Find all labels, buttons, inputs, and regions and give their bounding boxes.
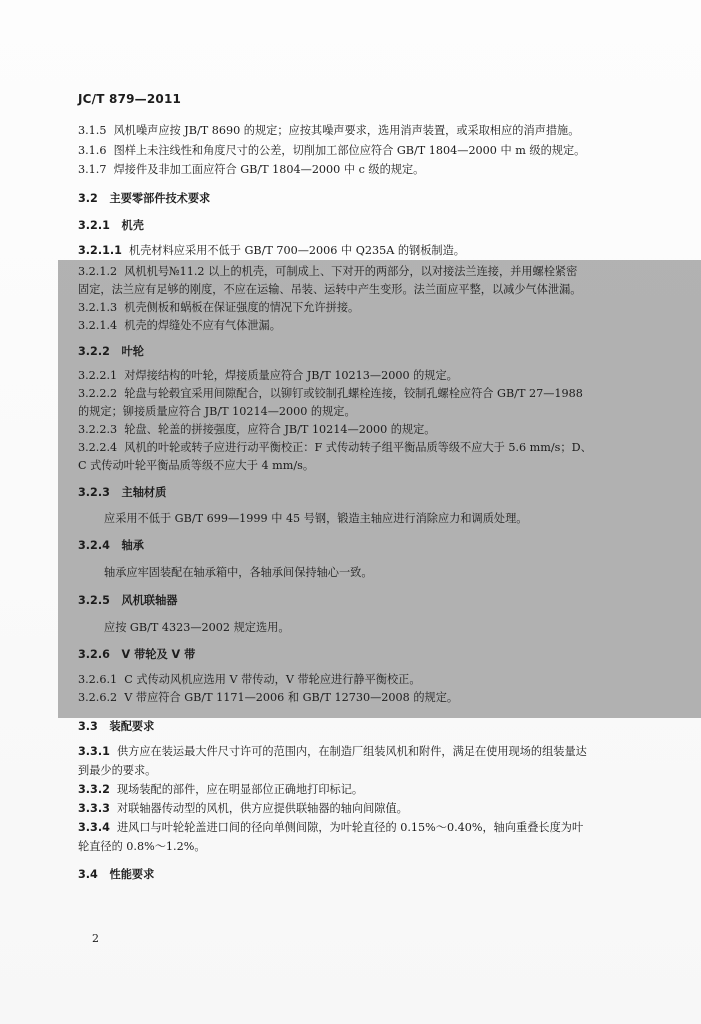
standard-header: JC/T 879—2011: [78, 92, 182, 106]
clause-text: 焊接件及非加工面应符合 GB/T 1804—2000 中 c 级的规定。: [113, 163, 425, 176]
heading-text: 主轴材质: [121, 486, 167, 499]
clause-text: 轮盘、轮盖的拼接强度，应符合 JB/T 10214—2000 的规定。: [124, 423, 436, 436]
heading-text: 性能要求: [109, 868, 155, 881]
clause-3-2-2-4: [78, 441, 592, 455]
clause-text: 轴承应牢固装配在轴承箱中，各轴承间保持轴心一致。: [104, 566, 373, 579]
clause-text: 风机的叶轮或转子应进行动平衡校正：F 式传动转子组平衡品质等级不应大于 5.6 mm/s；D、: [124, 441, 592, 454]
clause-3-3-3: [78, 802, 408, 816]
clause-number: 3.2.1.3: [78, 301, 118, 314]
clause-3-1-5: [78, 124, 579, 138]
heading-text: 轴承: [121, 539, 144, 552]
clause-3-2-2-3: [78, 423, 436, 437]
clause-text: 对联轴器传动型的风机，供方应提供联轴器的轴向间隙值。: [116, 802, 408, 815]
clause-3-2-4-body: [104, 566, 373, 580]
clause-number: 3.2.2.4: [78, 441, 118, 454]
clause-3-1-7: [78, 163, 424, 177]
clause-text: 轮盘与轮毂宜采用间隙配合，以铆钉或铰制孔螺栓连接，铰制孔螺栓应符合 GB/T 27—1988: [124, 387, 583, 400]
clause-text: 应采用不低于 GB/T 699—1999 中 45 号钢，锻造主轴应进行消除应力和调质处理。: [104, 512, 528, 525]
clause-3-3-4: [78, 821, 583, 835]
clause-3-2-6-1: [78, 673, 421, 687]
clause-3-1-6: [78, 144, 585, 158]
clause-3-3-1-cont: [78, 764, 156, 778]
clause-text: 机壳的焊缝处不应有气体泄漏。: [124, 319, 281, 332]
clause-number: 3.3.1: [78, 745, 110, 758]
clause-text: 供方应在装运最大件尺寸许可的范围内，在制造厂组装风机和附件，满足在使用现场的组装量达: [116, 745, 587, 758]
clause-3-2-2-1: [78, 369, 458, 383]
heading-text: 机壳: [121, 219, 144, 232]
clause-text: 机壳材料应采用不低于 GB/T 700—2006 中 Q235A 的钢板制造。: [129, 244, 465, 257]
clause-3-2-5-body: [104, 621, 290, 635]
section-3-2-6-heading: [78, 648, 195, 662]
clause-text: 进风口与叶轮轮盖进口间的径向单侧间隙，为叶轮直径的 0.15%～0.40%，轴向重叠长度为叶: [116, 821, 584, 834]
clause-number: 3.2.2: [78, 345, 110, 358]
clause-number: 3.2.2.3: [78, 423, 118, 436]
clause-number: 3.3: [78, 720, 98, 733]
heading-text: 叶轮: [121, 345, 144, 358]
clause-3-2-3-body: [104, 512, 527, 526]
clause-3-3-1: [78, 745, 587, 759]
section-3-3-heading: [78, 720, 154, 734]
clause-text: 轮直径的 0.8%～1.2%。: [78, 840, 206, 853]
clause-text: 风机噪声应按 JB/T 8690 的规定；应按其噪声要求，选用消声装置，或采取相应的消声措施。: [113, 124, 580, 137]
clause-3-2-6-2: [78, 691, 458, 705]
clause-3-2-2-2-cont: [78, 405, 356, 419]
clause-number: 3.2.6.1: [78, 673, 118, 686]
clause-3-2-1-2: [78, 265, 577, 279]
clause-3-3-4-cont: [78, 840, 206, 854]
clause-number: 3.1.7: [78, 163, 107, 176]
clause-3-2-2-4-cont: [78, 459, 314, 473]
clause-number: 3.2.3: [78, 486, 110, 499]
clause-number: 3.2.5: [78, 594, 110, 607]
clause-number: 3.3.3: [78, 802, 110, 815]
clause-3-2-1-3: [78, 301, 359, 315]
clause-3-3-2: [78, 783, 363, 797]
clause-text: 应按 GB/T 4323—2002 规定选用。: [104, 621, 290, 634]
clause-number: 3.2.1.2: [78, 265, 118, 278]
clause-text: 现场装配的部件，应在明显部位正确地打印标记。: [116, 783, 364, 796]
clause-3-2-1-2-cont: [78, 283, 581, 297]
clause-number: 3.2.6: [78, 648, 110, 661]
clause-text: V 带应符合 GB/T 1171—2006 和 GB/T 12730—2008 的规定。: [124, 691, 459, 704]
clause-number: 3.2.1: [78, 219, 110, 232]
clause-number: 3.4: [78, 868, 98, 881]
section-3-2-4-heading: [78, 539, 144, 553]
clause-text: C 式传动叶轮平衡品质等级不应大于 4 mm/s。: [78, 459, 315, 472]
clause-number: 3.2.4: [78, 539, 110, 552]
clause-3-2-1-4: [78, 319, 281, 333]
clause-text: 的规定；铆接质量应符合 JB/T 10214—2000 的规定。: [78, 405, 356, 418]
section-3-2-5-heading: [78, 594, 178, 608]
clause-text: 到最少的要求。: [78, 764, 157, 777]
clause-text: 风机机号№11.2 以上的机壳，可制成上、下对开的两部分，以对接法兰连接，并用螺栓紧密: [124, 265, 578, 278]
clause-number: 3.3.4: [78, 821, 110, 834]
clause-number: 3.2.2.2: [78, 387, 118, 400]
clause-text: C 式传动风机应选用 V 带传动，V 带轮应进行静平衡校正。: [124, 673, 421, 686]
heading-text: 主要零部件技术要求: [109, 192, 211, 205]
clause-text: 固定，法兰应有足够的刚度，不应在运输、吊装、运转中产生变形。法兰面应平整，以减少气体泄漏。: [78, 283, 582, 296]
clause-number: 3.2.6.2: [78, 691, 118, 704]
section-3-2-heading: [78, 192, 210, 206]
clause-3-2-2-2: [78, 387, 583, 401]
clause-number: 3.3.2: [78, 783, 110, 796]
section-3-2-1-heading: [78, 219, 144, 233]
section-3-2-3-heading: [78, 486, 166, 500]
clause-number: 3.2.2.1: [78, 369, 118, 382]
clause-text: 机壳侧板和蜗板在保证强度的情况下允许拼接。: [124, 301, 360, 314]
section-3-4-heading: [78, 868, 154, 882]
clause-number: 3.2: [78, 192, 98, 205]
section-3-2-2-heading: [78, 345, 144, 359]
clause-number: 3.1.6: [78, 144, 107, 157]
clause-number: 3.2.1.4: [78, 319, 118, 332]
clause-3-2-1-1: [78, 244, 465, 258]
page-number: 2: [92, 932, 99, 945]
clause-number: 3.2.1.1: [78, 244, 122, 257]
heading-text: 风机联轴器: [121, 594, 178, 607]
heading-text: 装配要求: [109, 720, 155, 733]
clause-text: 图样上未注线性和角度尺寸的公差，切削加工部位应符合 GB/T 1804—2000 中 m 级的规定。: [113, 144, 586, 157]
heading-text: V 带轮及 V 带: [121, 648, 196, 661]
clause-text: 对焊接结构的叶轮，焊接质量应符合 JB/T 10213—2000 的规定。: [124, 369, 458, 382]
clause-number: 3.1.5: [78, 124, 107, 137]
